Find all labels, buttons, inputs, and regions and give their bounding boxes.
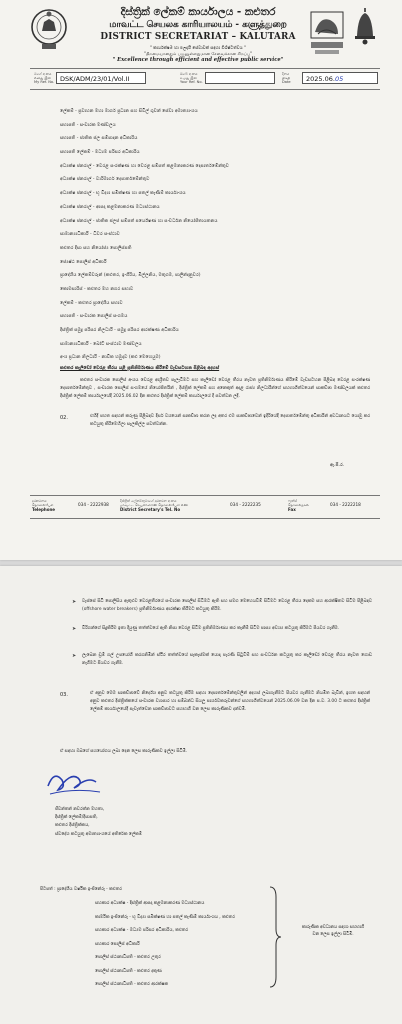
copy-recipient: පොලිස් ස්ථානාධිපති - කළුතර ආරක්ෂක	[95, 982, 169, 987]
letterhead-title-sinhala: දිස්ත්‍රික් ලේකම් කාර්යාලය - කළුතර	[120, 6, 276, 18]
bullet-item: ➤ ලැබෙන ඩ්‍රම් ගල් උපයෝගී කරගනිමින් ස්ථිර තත්ත්වයේ සැකැස්මක් යොදා පැරණි සිටුවීම් සහ සංවර්ධන කටයුතු කර කැලිඩෝ වෙරළ තීරය නැවත ගොඩ නැගීමට පියවර ගැනීම.	[82, 652, 372, 668]
addressee: කළුතර දිසා සහ නියෝජ්‍ය පොලිස්පති	[60, 245, 132, 251]
my-ref-label: මගේ අංකය எனது இல My Ref. No.	[34, 72, 55, 84]
ds-tel-value: 034 - 2222235	[230, 502, 261, 507]
handwritten-signature	[44, 766, 104, 800]
copy-recipient: සහකාර අධ්‍යක්ෂ - මධ්‍යම පරිසර අධිකාරිය, කළුතර	[95, 928, 189, 933]
addressee: ලේකම් - කළුතර ප්‍රාදේශීය සභාව	[60, 300, 123, 306]
your-ref-label: ඔබේ අංකය உமது இல Your Ref. No.	[180, 72, 203, 84]
paragraph-2: එහිදී පහත සඳහන් කරුණු පිළිබඳව දීර්ඝ වශයෙන් සාකච්ඡා කරන ලද අතර එම සාකච්ඡාවෙන් ඉදිරියේදී දෙපාර්තමේන්තු අධිකාරීන් අවධානයට යොමු කර කටයුතු කිරීමෙහිලා සැලකිල්ල පවත්වන්න.	[90, 414, 370, 428]
addressee: දිස්ත්‍රික් සමුද්‍ර පරිසර නිලධාරී - සමුද්‍ර පරිසර ආරක්ෂණ අධිකාරිය	[60, 328, 179, 333]
sri-lanka-emblem-icon	[30, 6, 68, 52]
letterhead-title-tamil: மாவட்ட செயலக காரியாலயம் - களுத்துறை	[109, 20, 287, 30]
addressee: අධ්‍යක්ෂ ජනරාල් - ජාතික ජලජ සම්පත් පර්යේෂණ හා සංවර්ධන නියෝජිතායතනය	[60, 218, 218, 224]
motto-english: " Excellence through efficient and effective public service"	[112, 57, 284, 63]
my-ref-value: DSK/ADM/23/01/Vol.II	[56, 72, 146, 84]
copy-recipient: පොලිස් ස්ථානාධිපති - කළුතර දකුණ	[95, 968, 162, 974]
tel-value: 034 - 2222938	[78, 502, 109, 507]
signatory-line: ස්වදේශ කටයුතු අමාත්‍යාංශයේ අතිරේක ලේකම්	[55, 831, 142, 837]
date-value	[302, 72, 378, 84]
addressee: ජ්‍යෙෂ්ඨ පොලිස් අධිකාරී	[60, 259, 107, 265]
addressee: අධ්‍යක්ෂ ජනරාල් - ආපදා කළමනාකරණ මධ්‍යස්ථානය	[60, 204, 160, 210]
addressee: සභාපති ලේකම් - මධ්‍යම පරිසර අධිකාරිය	[60, 150, 140, 156]
addressee: අධ්‍යක්ෂ ජනරාල් - වාරිමාර්ග දෙපාර්තමේන්තුව	[60, 177, 150, 183]
copy-recipient: සහකාර අධ්‍යක්ෂ - දිස්ත්‍රික් ආපදා කළමනාකරණ මධ්‍යස්ථානය	[95, 901, 205, 906]
contact-footer	[30, 495, 380, 519]
paragraph-1: කළුතර සංචාරක පොලිස් අංශය වෙරළ ආශ්‍රිතව පැලෑටිමට සහ කැලිඩෝ වෙරළ තීරය නැවත ප්‍රතිනිර්මාණය කිරීමේ වැඩසටහන පිළිබඳ වෙරළ සංරක්ෂණ දෙපාර්තමේන්තුව , සංචාරක පොලිස් සංගමයේ නියෝජිතයින් , දිස්ත්‍රික් ලේකම් සහ අනෙකුත් අදාළ රාජ්‍ය නිලධාරීන්ගේ සහභාගිත්වයෙන් සාකච්ඡා මණ්ඩලයක් කළුතර දිස්ත්‍රික් ලේකම් කාර්යාලයේදී 2025.06.02 දින කළුතර දිස්ත්‍රික් ලේකම් කාර්යාලයේ දී පවත්වන ලදී.	[60, 378, 370, 400]
signatory-block	[55, 806, 142, 839]
curly-brace-icon	[268, 885, 282, 989]
copies-label: පිටපත් : ප්‍රාදේශීය වර්ෂීක ඉංජිනේරු - කළුතර	[40, 887, 122, 892]
signatory-line: ජීවන්තන් නවරත්න මහතා,	[55, 807, 105, 812]
addressee: ලේකම් - ප්‍රවාහන මහා මාර්ග ප්‍රධාන සහ සිවිල් ගුවන් සේවා අමාත්‍යාංශය	[60, 109, 198, 114]
addressee: සභාපති - ජාතික ජල සම්පාදන අධිකාරිය	[60, 136, 138, 142]
copy-note: කාරුණික අවධානය සඳහා සහභාගී වන ලෙස ඉල්ලා සිටිමි.	[301, 925, 365, 938]
reference-row	[30, 68, 380, 90]
signatory-line: කළුතර දිස්ත්‍රික්කය,	[55, 823, 90, 829]
paragraph-2-number: 02.	[60, 415, 68, 421]
secretariat-logo-icon	[308, 8, 346, 60]
copy-recipient: සහකාර පොලිස් අධිකාරී	[95, 941, 140, 947]
ds-tel-label: දිස්ත්‍රික් ලේකම්තුමාගේ දුරකථන අංකය மாவட்ட செயலாளரின் தொலைபேசி எண் District Secretary's Tel. No	[120, 499, 189, 512]
motto-sinhala: " කාර්යක්ෂම හා ඵලදායී සේවාවක් සඳහා විශිෂ්ටත්වය "	[149, 45, 247, 50]
initials: ඇ.පි.ර.	[330, 463, 345, 468]
addressee: අංශ ප්‍රධාන නිලධාරී - නාවික හමුදාව (කළු මෙහෙයුම)	[60, 355, 161, 361]
motto-tamil: "திறமையானதும் பயனுள்ளதுமான சேவைக்கான சிறப்பு"	[144, 51, 252, 56]
addressee: ප්‍රාදේශීය ලේකම්වරුන් (කළුතර, ඉංගිරිය, මිල්ලනිය, මතුගම, පාලින්දනුවර)	[60, 273, 201, 279]
copies-list	[95, 899, 235, 994]
date-label: දිනය திகதி Date	[282, 72, 291, 84]
subject-line: කළුතර කැලිඩෝ වෙරළ තීරය යළි ප්‍රතිනිර්මාණය කිරීමේ වැඩසටහන පිළිබඳ අදහස්	[60, 366, 220, 371]
date-printed: 2025.06.	[306, 75, 335, 83]
bullet-item: ➤ වැස්සේ සිටි පොලිසිය ඇතුළුව වෙරළතීරයේ සංචාරක පොලිස් සිටීමට ඇති සහ සමග මෙහෙයවීම් සිටිමට වෙරළ තීරය දෙකම සහ ආරක්ෂිතව සිටීම පිළිබඳව (offshore water breakers) ප්‍රතිනිර්මාණය ආරක්ෂා කිරීමට කටයුතු කිරීම.	[82, 598, 372, 614]
addressee: අධ්‍යක්ෂ ජනරාල් - භූ විද්‍යා සමීක්ෂණ හා පතල් කැණීම් කාර්යාංශය	[60, 191, 186, 197]
copy-recipient: පොලිස් ස්ථානාධිපති - කළුතර උතුර	[95, 955, 161, 960]
your-ref-value	[205, 72, 275, 84]
addressee: සභාපති - සංචාරක මණ්ඩලය	[60, 122, 116, 128]
fax-label: ෆැක්ස් தொலைநகல் Fax	[288, 499, 309, 512]
letterhead-title-english: DISTRICT SECRETARIAT – KALUTARA	[100, 32, 296, 42]
addressee: සභාපති - සංචාරක පොලිස් සංගමය	[60, 314, 128, 320]
signatory-line: දිස්ත්‍රික් ලේකම්/දිසාපති,	[55, 815, 98, 821]
paragraph-3-number: 03.	[60, 692, 68, 698]
bell-icon	[352, 6, 378, 46]
tel-label: දුරකථනය தொலைபேசி Telephone	[32, 499, 56, 512]
addressee: කොමසාරිස් - කළුතර මහ නගර සභාව	[60, 286, 134, 292]
date-handwritten: 05	[334, 75, 344, 83]
addressee: සාමාන්‍යාධිකාරී - ධීවර සංස්ථාව	[60, 232, 120, 238]
fax-value: 034 - 2222218	[330, 502, 361, 507]
bullet-item: ➤ විරිගන්ගේ සිදුකිරීම ඉතා දියුණු තත්ත්වයේ ඇති නිසා වෙරළ සිටීම ප්‍රතිනිර්මාණය කර කැනීම් සිටීම පාස්‍ය අවශ්‍ය කටයුතු කිරීමට පියවර ගැනීම.	[82, 625, 372, 633]
copy-recipient: කාර්මික ඉංජිනේරු - භූ විද්‍යා සමීක්ෂණ හා පතල් කැණීම් කාර්යාංශය , කළුතර	[95, 914, 235, 920]
addressee-list	[60, 110, 360, 370]
paragraph-4: ඒ සඳහා ඔබගේ සහයෝගය ලබා දෙන ලෙස කාරුණිකව ඉල්ලා සිටිමි.	[60, 749, 188, 754]
addressee: සාමාන්‍යාධිකාරී - බෝට් සංස්ථාව මණ්ඩලය	[60, 341, 142, 347]
addressee: අධ්‍යක්ෂ ජනරාල් - වෙරළ සංරක්ෂණ හා වෙරළ සම්පත් කළමනාකරණ දෙපාර්තමේන්තුව	[60, 163, 229, 169]
paragraph-3: ඒ අනුව මෙම සාකච්ඡාවේ නිර්දේශ අනුව කටයුතු කිරීම සඳහා දෙපාර්තමේන්තුවලින් අදහස් ලබාගැනීමට පියවර ගැනීමට නියමිත බැවින්, ඉහත සඳහන් අනුව කළුතර දිස්ත්‍රික්කයේ සංචාරක ව්‍යාපාර හා සම්බන්ධ සියලු පාර්ශවකරුවන්ගේ සහභාගීත්වයෙන් 2025.06.09 වන දින ප.ව. 3.00 ට කළුතර දිස්ත්‍රික් ලේකම් කාර්යාලයේදී පැවැත්වෙන සාකච්ඡාවට සහභාගී වන ලෙස කාරුණිකව දන්වමි.	[90, 691, 370, 713]
